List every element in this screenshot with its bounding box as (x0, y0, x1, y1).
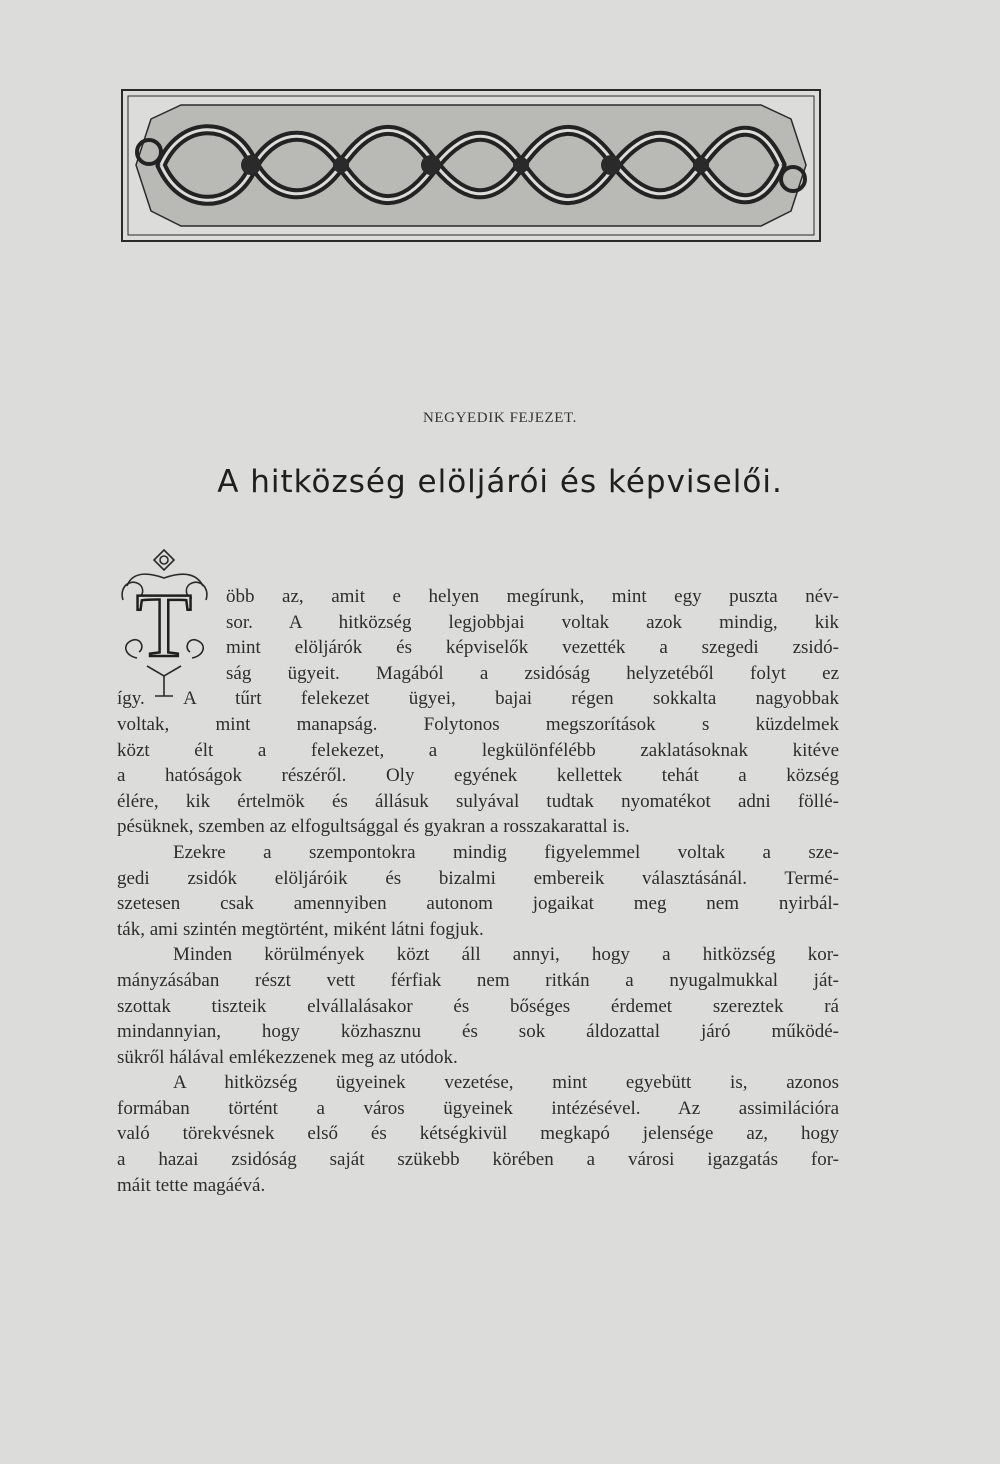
text-line: gedi zsidók elöljáróik és bizalmi embereik választásánál. Termé- (117, 867, 839, 889)
text-line: élére, kik értelmök és állásuk sulyával tudtak nyomatékot adni föllé- (117, 790, 839, 812)
text-line: közt élt a felekezet, a legkülönfélébb zaklatásoknak kitéve (117, 739, 839, 761)
text-line: való törekvésnek első és kétségkivül megkapó jelensége az, hogy (117, 1123, 839, 1145)
text-line: A hitközség ügyeinek vezetése, mint egyebütt is, azonos (173, 1072, 839, 1094)
text-line: mányzásában részt vett férfiak nem ritkán a nyugalmukkal ját- (117, 969, 839, 991)
text-line: szetesen csak amennyiben autonom jogaikat meg nem nyirbál- (117, 893, 839, 915)
chapter-body (117, 584, 839, 1198)
text-line: máit tette magáévá. (117, 1174, 266, 1196)
text-line: sükről hálával emlékezzenek meg az utódok. (117, 1046, 458, 1068)
chapter-title: A hitközség elöljárói és képviselői. (217, 464, 783, 500)
text-line: öbb az, amit e helyen megírunk, mint egy puszta név- (226, 586, 839, 607)
text-line: voltak, mint manapság. Folytonos megszorítások s küzdelmek (117, 713, 839, 735)
text-line: Ezekre a szempontokra mindig figyelemmel voltak a sze- (173, 841, 839, 863)
text-line: a hatóságok részéről. Oly egyének kellettek tehát a község (117, 765, 839, 787)
text-line: sor. A hitközség legjobbjai voltak azok mindig, kik (226, 611, 839, 633)
chapter-label: NEGYEDIK FEJEZET. (422, 410, 578, 426)
text-line: pésüknek, szemben az elfogultsággal és gyakran a rosszakarattal is. (117, 816, 630, 838)
text-line: szottak tiszteik elvállalásakor és bőséges érdemet szereztek rá (117, 995, 839, 1017)
initial-letter: T (135, 574, 193, 676)
text-line: mint elöljárók és képviselők vezették a szegedi zsidó- (226, 637, 839, 659)
text-line: a hazai zsidóság saját szükebb körében a városi igazgatás for- (117, 1149, 839, 1171)
text-line: mindannyian, hogy közhasznu és sok áldozattal járó működé- (117, 1021, 839, 1043)
decorative-header-ornament (121, 89, 821, 242)
text-line: ság ügyeit. Magából a zsidóság helyzetéből folyt ez (226, 662, 839, 684)
text-line: Minden körülmények közt áll annyi, hogy a hitközség kor- (173, 944, 839, 966)
text-line: így. A tűrt felekezet ügyei, bajai régen sokkalta nagyobbak (117, 688, 839, 710)
text-line: formában történt a város ügyeinek intézésével. Az assimilációra (117, 1097, 839, 1119)
text-line: ták, ami szintén megtörtént, miként látni fogjuk. (117, 918, 484, 940)
